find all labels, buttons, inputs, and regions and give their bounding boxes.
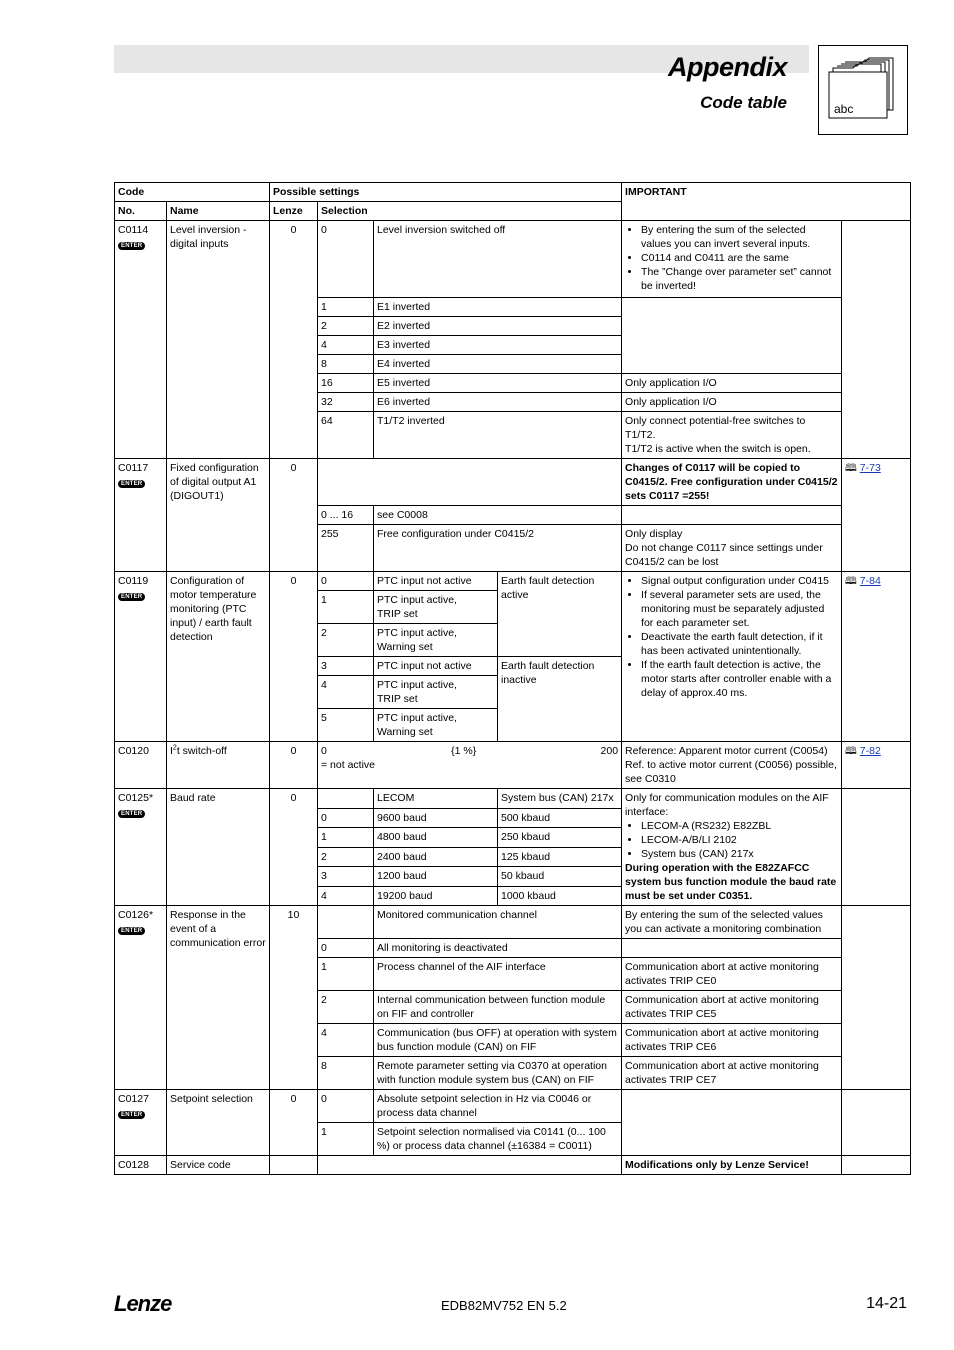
important-note [622, 572, 842, 742]
enter-key-icon: ENTER [118, 593, 145, 601]
lenze-default: 0 [270, 1090, 318, 1156]
important-note: Modifications only by Lenze Service! [622, 1156, 842, 1175]
selection-can: 250 kbaud [498, 828, 622, 848]
selection-value: 1 [318, 828, 374, 848]
selection-value: 2 [318, 317, 374, 336]
selection-text: Remote parameter setting via C0370 at operation with function module system bus (CAN) on FIF [374, 1057, 622, 1090]
important-note [622, 1090, 842, 1156]
range-max: 200 [600, 745, 619, 757]
code-number: C0125* [118, 792, 154, 804]
important-note [622, 298, 842, 374]
selection-lecom: 9600 baud [374, 808, 498, 828]
book-icon: 🕮 [845, 746, 857, 757]
important-note [622, 939, 842, 958]
code-name-part: I [170, 745, 173, 757]
selection-text: PTC input not active [374, 572, 498, 591]
enter-key-icon: ENTER [118, 480, 145, 488]
selection-value: 2 [318, 991, 374, 1024]
important-note: Only application I/O [622, 393, 842, 412]
selection-value: 1 [318, 298, 374, 317]
earth-fault-label: Earth fault detection active [498, 572, 622, 657]
code-number: C0117 [118, 462, 149, 474]
selection-value: 0 [318, 221, 374, 298]
enter-key-icon: ENTER [118, 1111, 145, 1119]
col-header-lenze: Lenze [270, 202, 318, 221]
selection-value: 4 [318, 336, 374, 355]
lenze-default: 10 [270, 906, 318, 1090]
important-note: By entering the sum of the selected values you can activate a monitoring combination [622, 906, 842, 939]
selection-value: 4 [318, 1024, 374, 1057]
list-item: • System bus (CAN) 217x [641, 847, 838, 861]
selection-text: E1 inverted [374, 298, 622, 317]
list-item: • If several parameter sets are used, the monitoring must be separately adjusted for each parameter set. [641, 588, 838, 630]
lenze-default: 0 [270, 742, 318, 789]
col-header-selection: Selection [318, 202, 622, 221]
selection-value: 0 [318, 808, 374, 828]
selection-value: 4 [318, 676, 374, 709]
page-reference-link[interactable]: 7-82 [859, 745, 881, 757]
selection-value: 32 [318, 393, 374, 412]
enter-key-icon: ENTER [118, 242, 145, 250]
page-number: 14-21 [866, 1295, 907, 1312]
selection-value: 4 [318, 886, 374, 906]
book-icon: 🕮 [845, 463, 857, 474]
selection-column-lecom: LECOM [374, 789, 498, 809]
list-item: • C0114 and C0411 are the same [641, 251, 838, 265]
selection-value: 0 [318, 572, 374, 591]
selection-text: Free configuration under C0415/2 [374, 525, 622, 572]
selection-lecom: 2400 baud [374, 847, 498, 867]
col-header-no: No. [115, 202, 167, 221]
code-cell [115, 906, 167, 1090]
selection-text: Absolute setpoint selection in Hz via C0046 or process data channel [374, 1090, 622, 1123]
selection-value: 64 [318, 412, 374, 459]
selection-value: 2 [318, 847, 374, 867]
selection-lecom: 4800 baud [374, 828, 498, 848]
header-row-1 [115, 183, 911, 202]
reference-cell [842, 906, 911, 1090]
table-row [115, 1156, 911, 1175]
selection-value: 0 [318, 1090, 374, 1123]
table-row [115, 459, 911, 506]
selection-text: PTC input active, TRIP set [374, 591, 498, 624]
col-header-important: IMPORTANT [622, 183, 911, 221]
important-note: Reference: Apparent motor current (C0054) Ref. to active motor current (C0056) possible, see C0310 [622, 742, 842, 789]
selection-text: PTC input active, Warning set [374, 709, 498, 742]
list-item: • LECOM-A/B/LI 2102 [641, 833, 838, 847]
selection-value: 2 [318, 624, 374, 657]
selection-text: E5 inverted [374, 374, 622, 393]
selection-value: 1 [318, 591, 374, 624]
table-row [115, 572, 911, 591]
important-note [622, 221, 842, 298]
important-note: Only application I/O [622, 374, 842, 393]
code-cell [115, 1090, 167, 1156]
code-name: Response in the event of a communication error [167, 906, 270, 1090]
selection-value: 3 [318, 867, 374, 887]
selection-value: 5 [318, 709, 374, 742]
selection-lecom: 19200 baud [374, 886, 498, 906]
selection-text [318, 1156, 622, 1175]
range-note: = not active [321, 759, 375, 771]
code-table [114, 182, 911, 1175]
list-item: • Signal output configuration under C0415 [641, 574, 838, 588]
code-number: C0127 [118, 1093, 149, 1105]
reference-cell [842, 1090, 911, 1156]
selection-text: E2 inverted [374, 317, 622, 336]
note-intro: Only for communication modules on the AIF interface: [625, 792, 829, 818]
selection-value [318, 789, 374, 809]
code-number: C0120 [115, 742, 167, 789]
selection-text: Level inversion switched off [374, 221, 622, 298]
important-note [622, 506, 842, 525]
important-note: Communication abort at active monitoring activates TRIP CE6 [622, 1024, 842, 1057]
table-row [115, 1090, 911, 1123]
selection-text: Setpoint selection normalised via C0141 (0... 100 %) or process data channel (±16384 = C0011) [374, 1123, 622, 1156]
page-subtitle: Code table [700, 93, 787, 112]
list-item: • By entering the sum of the selected values you can invert several inputs. [641, 223, 838, 251]
selection-text: PTC input active, TRIP set [374, 676, 498, 709]
code-name: Setpoint selection [167, 1090, 270, 1156]
reference-cell [842, 572, 911, 742]
selection-text: see C0008 [374, 506, 622, 525]
table-row [115, 742, 911, 789]
table-row [115, 789, 911, 809]
lenze-logo: Lenze [114, 1291, 172, 1316]
selection-text: E6 inverted [374, 393, 622, 412]
important-note: Communication abort at active monitoring activates TRIP CE0 [622, 958, 842, 991]
important-note: Changes of C0117 will be copied to C0415/2. Free configuration under C0415/2 sets C0117 =255! [622, 459, 842, 506]
note-warning: During operation with the E82ZAFCC system bus function module the baud rate must be set under C0351. [625, 862, 837, 902]
selection-value: 0 ... 16 [318, 506, 374, 525]
selection-value: 255 [318, 525, 374, 572]
selection-text: PTC input not active [374, 657, 498, 676]
selection-text: Monitored communication channel [374, 906, 622, 939]
important-note [622, 789, 842, 906]
list-item: • LECOM-A (RS232) E82ZBL [641, 819, 838, 833]
code-name: Configuration of motor temperature monitoring (PTC input) / earth fault detection [167, 572, 270, 742]
important-note: Only connect potential-free switches to T1/T2. T1/T2 is active when the switch is open. [622, 412, 842, 459]
range-unit: {1 %} [451, 745, 477, 757]
selection-value: 1 [318, 958, 374, 991]
table-row [115, 221, 911, 298]
selection-text: PTC input active, Warning set [374, 624, 498, 657]
selection-value: 8 [318, 355, 374, 374]
reference-cell [842, 789, 911, 906]
important-note: Only display Do not change C0117 since settings under C0415/2 can be lost [622, 525, 842, 572]
page-reference-link[interactable]: 7-84 [859, 575, 881, 587]
enter-key-icon: ENTER [118, 927, 145, 935]
page-title: Appendix [667, 52, 787, 82]
selection-range [318, 742, 622, 789]
code-number: C0114 [118, 224, 149, 236]
selection-text: Process channel of the AIF interface [374, 958, 622, 991]
reference-cell [842, 1156, 911, 1175]
code-name: Baud rate [167, 789, 270, 906]
important-note: Communication abort at active monitoring activates TRIP CE5 [622, 991, 842, 1024]
selection-text: T1/T2 inverted [374, 412, 622, 459]
document-number: EDB82MV752 EN 5.2 [441, 1298, 567, 1313]
lenze-default [270, 1156, 318, 1175]
selection-value: 0 [318, 939, 374, 958]
list-item: • If the earth fault detection is active, the motor starts after controller enable with a delay of approx.40 ms. [641, 658, 838, 700]
selection-text: E3 inverted [374, 336, 622, 355]
selection-text [318, 459, 622, 506]
selection-can: 1000 kbaud [498, 886, 622, 906]
selection-value [318, 906, 374, 939]
selection-text: E4 inverted [374, 355, 622, 374]
lenze-default: 0 [270, 572, 318, 742]
col-header-name: Name [167, 202, 270, 221]
code-name: Fixed configuration of digital output A1 (DIGOUT1) [167, 459, 270, 572]
lenze-default: 0 [270, 459, 318, 572]
reference-cell [842, 459, 911, 572]
code-name: Service code [167, 1156, 270, 1175]
reference-cell [842, 221, 911, 459]
reference-cell [842, 742, 911, 789]
col-header-code: Code [115, 183, 270, 202]
code-cell [115, 459, 167, 572]
table-row [115, 906, 911, 939]
code-number: C0119 [118, 575, 149, 587]
enter-key-icon: ENTER [118, 810, 145, 818]
selection-text: Communication (bus OFF) at operation with system bus function module (CAN) on FIF [374, 1024, 622, 1057]
col-header-possible-settings: Possible settings [270, 183, 622, 202]
code-number: C0128 [115, 1156, 167, 1175]
list-item: • The ”Change over parameter set” cannot be inverted! [641, 265, 838, 293]
code-name [167, 742, 270, 789]
code-number: C0126* [118, 909, 154, 921]
code-cell [115, 221, 167, 459]
book-icon: 🕮 [845, 576, 857, 587]
code-name: Level inversion - digital inputs [167, 221, 270, 459]
folder-label: abc [834, 102, 854, 116]
selection-can: 125 kbaud [498, 847, 622, 867]
code-cell [115, 789, 167, 906]
selection-value: 1 [318, 1123, 374, 1156]
selection-can: 500 kbaud [498, 808, 622, 828]
folder-icon [818, 45, 908, 135]
selection-text: All monitoring is deactivated [374, 939, 622, 958]
code-cell [115, 572, 167, 742]
list-item: • Deactivate the earth fault detection, if it has been activated unintentionally. [641, 630, 838, 658]
selection-value: 3 [318, 657, 374, 676]
important-note: Communication abort at active monitoring activates TRIP CE7 [622, 1057, 842, 1090]
lenze-default: 0 [270, 221, 318, 459]
code-name-part: t switch-off [176, 745, 227, 757]
page-reference-link[interactable]: 7-73 [859, 462, 881, 474]
lenze-default: 0 [270, 789, 318, 906]
selection-value: 8 [318, 1057, 374, 1090]
selection-value: 16 [318, 374, 374, 393]
range-min: 0 [321, 745, 327, 757]
selection-can: 50 kbaud [498, 867, 622, 887]
code-name-superscript: 2 [172, 744, 177, 752]
selection-column-can: System bus (CAN) 217x [498, 789, 622, 809]
selection-lecom: 1200 baud [374, 867, 498, 887]
selection-text: Internal communication between function module on FIF and controller [374, 991, 622, 1024]
earth-fault-label: Earth fault detection inactive [498, 657, 622, 742]
